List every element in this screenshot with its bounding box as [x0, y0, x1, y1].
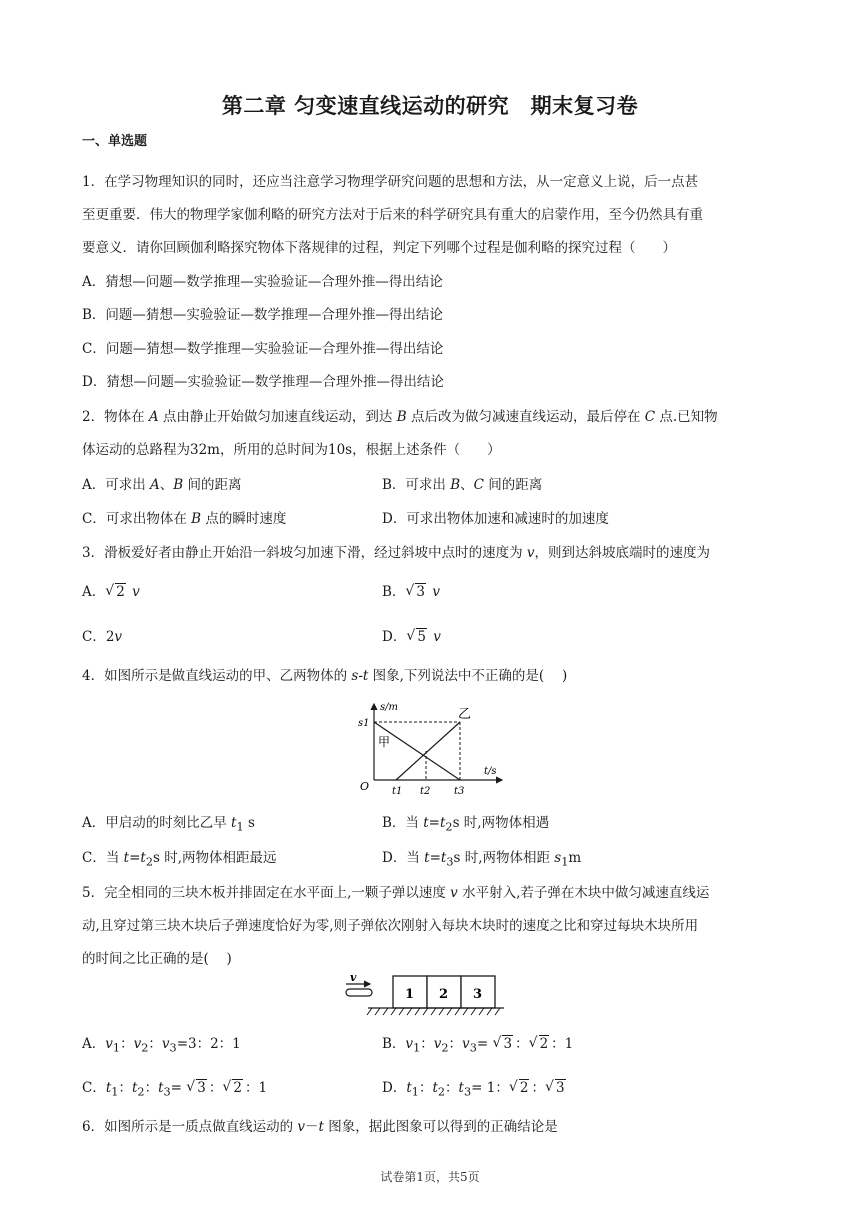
t3-label: t3: [454, 786, 465, 797]
q1-option-d[interactable]: D．猜想—问题—实验验证—数学推理—合理外推—得出结论: [82, 374, 444, 390]
q1-option-a[interactable]: A．猜想—问题—数学推理—实验验证—合理外推—得出结论: [82, 274, 443, 290]
ylabel: s/m: [380, 702, 398, 713]
q5-blocks-figure: [338, 970, 518, 1018]
sqrt-symbol: √ 2: [222, 1080, 243, 1096]
q5-option-c[interactable]: C．$t_1$：$t_2$：$t_3=$ √ 3 ：√ 2 ：1: [82, 1076, 267, 1099]
line-yi: [396, 722, 460, 780]
q6-line-1: 6．如图所示是一质点做直线运动的 v－t 图象，据此图象可以得到的正确结论是: [82, 1119, 558, 1135]
q5-option-b[interactable]: B．$v_1$：$v_2$：$v_3=$ √ 3 ：√ 2 ：1: [382, 1032, 573, 1055]
sqrt-symbol: √ 2: [105, 584, 126, 600]
q5-line-3: 的时间之比正确的是( ): [82, 951, 232, 967]
q2-option-c[interactable]: C．可求出物体在 B 点的瞬时速度: [82, 511, 287, 527]
q1-option-b[interactable]: B．问题—猜想—实验验证—数学推理—合理外推—得出结论: [82, 307, 443, 323]
sqrt-symbol: √ 5: [406, 629, 427, 645]
yi-label: 乙: [458, 707, 472, 722]
q1-line-1: 1．在学习物理知识的同时，还应当注意学习物理学研究问题的思想和方法，从一定意义上说，后一点甚: [82, 174, 699, 190]
velocity-label: v: [350, 971, 357, 984]
q3-line-1: 3．滑板爱好者由静止开始沿一斜坡匀加速下滑，经过斜坡中点时的速度为 v，则到达斜坡底端时的速度为: [82, 545, 711, 561]
q2-line-1: 2．物体在 A 点由静止开始做匀加速直线运动，到达 B 点后改为做匀减速直线运动，最后停在 C 点.已知物: [82, 409, 718, 425]
q5-option-a[interactable]: A．$v_1$：$v_2$：$v_3=3$：2：1: [82, 1036, 241, 1055]
q3-option-d[interactable]: D．√ 5 v: [382, 625, 441, 645]
q2-option-a[interactable]: A．可求出 A、B 间的距离: [82, 477, 242, 493]
q3-option-a[interactable]: A．√ 2 v: [82, 580, 140, 600]
s1-label: s1: [358, 718, 370, 729]
sqrt-symbol: √ 2: [509, 1080, 530, 1096]
q2-option-d[interactable]: D．可求出物体加速和减速时的加速度: [382, 511, 609, 527]
sqrt-symbol: √ 3: [186, 1080, 207, 1096]
bullet: [346, 989, 372, 996]
q4-line-1: 4．如图所示是做直线运动的甲、乙两物体的 s-t 图象,下列说法中不正确的是( ): [82, 668, 568, 684]
q4-st-graph: [352, 698, 512, 802]
q4-option-d[interactable]: D．当 $t=t_3s$ 时,两物体相距 $s_1m$: [382, 850, 582, 869]
q2-line-2: 体运动的总路程为32m，所用的总时间为10s，根据上述条件（ ）: [82, 442, 501, 458]
sqrt-symbol: √ 3: [492, 1036, 513, 1052]
q4-option-a[interactable]: A．甲启动的时刻比乙早 $t_1$ s: [82, 815, 255, 834]
section-heading: 一、单选题: [82, 134, 148, 149]
q3-option-c[interactable]: C．2v: [82, 629, 123, 645]
origin-label: O: [360, 780, 370, 793]
block-2-label: 2: [439, 987, 449, 1002]
block-3-label: 3: [473, 987, 483, 1002]
block-1-label: 1: [405, 987, 415, 1002]
q2-option-b[interactable]: B．可求出 B、C 间的距离: [382, 477, 543, 493]
q5-option-d[interactable]: D．$t_1$：$t_2$：$t_3= 1$：√ 2 ：√ 3: [382, 1076, 568, 1099]
sqrt-symbol: √ 2: [529, 1036, 550, 1052]
q3-option-b[interactable]: B．√ 3 v: [382, 580, 440, 600]
q4-option-b[interactable]: B．当 $t=t_2s$ 时,两物体相遇: [382, 815, 550, 834]
xlabel: t/s: [484, 766, 497, 777]
q4-option-c[interactable]: C．当 $t=t_2s$ 时,两物体相距最远: [82, 850, 277, 869]
jia-label: 甲: [378, 735, 391, 749]
line-jia: [374, 722, 460, 780]
ground-hatching: [367, 1008, 500, 1015]
page-footer: 试卷第1页，共5页: [380, 1170, 480, 1184]
q5-line-1: 5．完全相同的三块木板并排固定在水平面上,一颗子弹以速度 v 水平射入,若子弹在木块中做匀减速直线运: [82, 885, 710, 901]
page-title: 第二章 匀变速直线运动的研究 期末复习卷: [221, 94, 639, 118]
q1-line-3: 要意义．请你回顾伽利略探究物体下落规律的过程，判定下列哪个过程是伽利略的探究过程（ ）: [82, 240, 676, 256]
q1-option-c[interactable]: C．问题—猜想—数学推理—实验验证—合理外推—得出结论: [82, 341, 444, 357]
q1-line-2: 至更重要．伟大的物理学家伽利略的研究方法对于后来的科学研究具有重大的启蒙作用，至今仍然具有重: [82, 207, 703, 223]
sqrt-symbol: √ 3: [545, 1080, 566, 1096]
sqrt-symbol: √ 3: [405, 584, 426, 600]
t2-label: t2: [420, 786, 431, 797]
q5-line-2: 动,且穿过第三块木块后子弹速度恰好为零,则子弹依次刚射入每块木块时的速度之比和穿过每块木块所用: [82, 918, 699, 934]
t1-label: t1: [392, 786, 403, 797]
